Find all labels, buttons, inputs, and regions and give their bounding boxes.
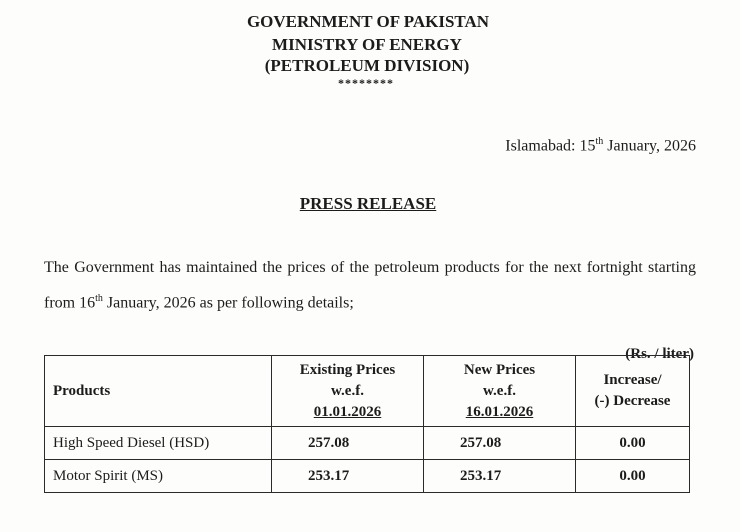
row-product: High Speed Diesel (HSD)	[45, 427, 272, 460]
body-paragraph	[44, 252, 696, 318]
header-ministry: MINISTRY OF ENERGY	[272, 35, 462, 54]
dateline-sup: th	[595, 136, 604, 147]
price-table	[44, 355, 690, 493]
dateline-rest: January, 2026	[603, 137, 696, 155]
row-existing-price	[272, 427, 424, 460]
press-release-title: PRESS RELEASE	[299, 194, 437, 213]
header-new-l1: New Prices	[463, 361, 536, 378]
header-existing-l3: 01.01.2026	[313, 403, 382, 420]
header-existing-l1: Existing Prices	[299, 361, 396, 378]
dateline-place: Islamabad: 15	[505, 137, 596, 155]
row-new-price	[424, 427, 576, 460]
row-change: 0.00	[576, 460, 690, 493]
header-existing	[272, 356, 424, 427]
header-existing-l2: w.e.f.	[331, 382, 364, 399]
table-row	[45, 427, 690, 460]
header-new-l3: 16.01.2026	[465, 403, 534, 420]
row-new-value: 257.08	[460, 434, 502, 451]
row-new-value: 253.17	[460, 467, 502, 484]
paragraph-sup: th	[95, 293, 103, 304]
header-government: GOVERNMENT OF PAKISTAN	[246, 12, 490, 31]
header-new	[424, 356, 576, 427]
row-existing-value: 253.17	[308, 467, 350, 484]
header-change	[576, 356, 690, 427]
dateline	[505, 136, 696, 155]
paragraph-part2: January, 2026 as per following details;	[102, 294, 354, 312]
paragraph-part1: The Government has maintained the prices of the petroleum products for the next fortnight starting from 16	[44, 259, 696, 312]
header-stars: ********	[338, 76, 394, 90]
header-change-l1: Increase/	[603, 372, 662, 388]
row-new-price	[424, 460, 576, 493]
row-existing-price	[272, 460, 424, 493]
header-change-l2: (-) Decrease	[594, 393, 671, 409]
header-new-l2: w.e.f.	[483, 382, 516, 399]
row-existing-value: 257.08	[308, 434, 350, 451]
unit-note: (Rs. / liter)	[625, 346, 694, 362]
header-products: Products	[45, 356, 272, 427]
header-division: (PETROLEUM DIVISION)	[264, 56, 470, 75]
row-product: Motor Spirit (MS)	[45, 460, 272, 493]
table-row	[45, 460, 690, 493]
row-change: 0.00	[576, 427, 690, 460]
table-header-row	[45, 356, 690, 427]
